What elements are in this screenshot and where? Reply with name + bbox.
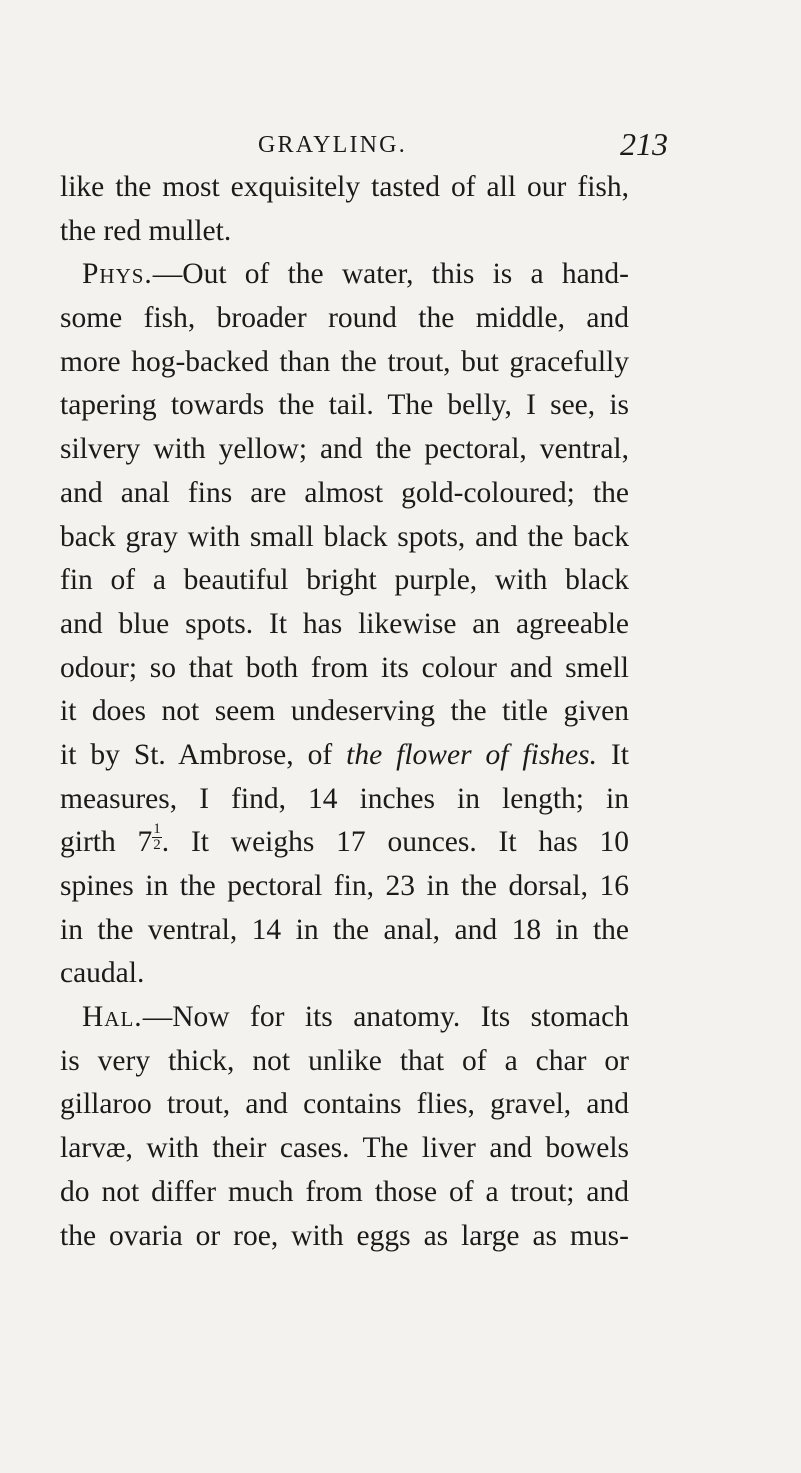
- text-line: and anal fins are almost gold-coloured; the: [60, 476, 629, 509]
- text-fragment: —Out of the water, this is a hand-: [152, 258, 629, 291]
- text-fragment: It: [597, 738, 629, 771]
- text-line: silvery with yellow; and the pectoral, ventral,: [60, 433, 629, 466]
- text-line: [60, 996, 629, 1040]
- fraction-denominator: 2: [153, 837, 161, 854]
- page-header: [258, 126, 668, 166]
- text-line: spines in the pectoral fin, 23 in the dorsal, 16: [60, 870, 629, 902]
- text-line: caudal.: [60, 957, 145, 990]
- italic-phrase: the flower of fishes.: [346, 738, 597, 771]
- text-line: back gray with small black spots, and the back: [60, 520, 629, 553]
- text-line: do not differ much from those of a trout; and: [60, 1175, 629, 1208]
- text-line: fin of a beautiful bright purple, with black: [60, 564, 629, 597]
- text-fragment: it by St. Ambrose, of: [60, 738, 347, 771]
- text-line: tapering towards the tail. The belly, I see, is: [60, 389, 629, 422]
- body-text: [60, 166, 629, 1258]
- text-line: some fish, broader round the middle, and: [60, 302, 629, 335]
- page-number: 213: [620, 126, 668, 162]
- text-line: gillaroo trout, and contains flies, gravel, and: [60, 1088, 629, 1121]
- text-line: [60, 821, 629, 865]
- text-line: like the most exquisitely tasted of all our fish,: [60, 171, 629, 203]
- text-line: measures, I find, 14 inches in length; in: [60, 782, 629, 815]
- text-line: the ovaria or roe, with eggs as large as mus-: [60, 1219, 629, 1252]
- text-line: odour; so that both from its colour and smell: [60, 651, 629, 684]
- text-line: in the ventral, 14 in the anal, and 18 in the: [60, 913, 629, 946]
- text-line: is very thick, not unlike that of a char or: [60, 1044, 629, 1077]
- text-line: [60, 253, 629, 297]
- text-fragment: —Now for its anatomy. Its stomach: [142, 1001, 629, 1034]
- running-title: GRAYLING.: [258, 132, 407, 158]
- fraction-numerator: 1: [153, 821, 161, 838]
- text-fragment: girth 7: [60, 826, 153, 859]
- text-line: more hog-backed than the trout, but gracefully: [60, 345, 629, 378]
- text-line: and blue spots. It has likewise an agreeable: [60, 607, 629, 640]
- speaker-name: Phys.: [82, 258, 153, 291]
- text-line: it does not seem undeserving the title given: [60, 695, 629, 728]
- text-line: [60, 734, 629, 778]
- fraction-one-half: [152, 822, 162, 853]
- text-fragment: . It weighs 17 ounces. It has 10: [161, 826, 629, 859]
- speaker-name: Hal.: [82, 1001, 143, 1034]
- text-line: the red mullet.: [60, 214, 232, 247]
- text-line: larvæ, with their cases. The liver and bowels: [60, 1132, 629, 1165]
